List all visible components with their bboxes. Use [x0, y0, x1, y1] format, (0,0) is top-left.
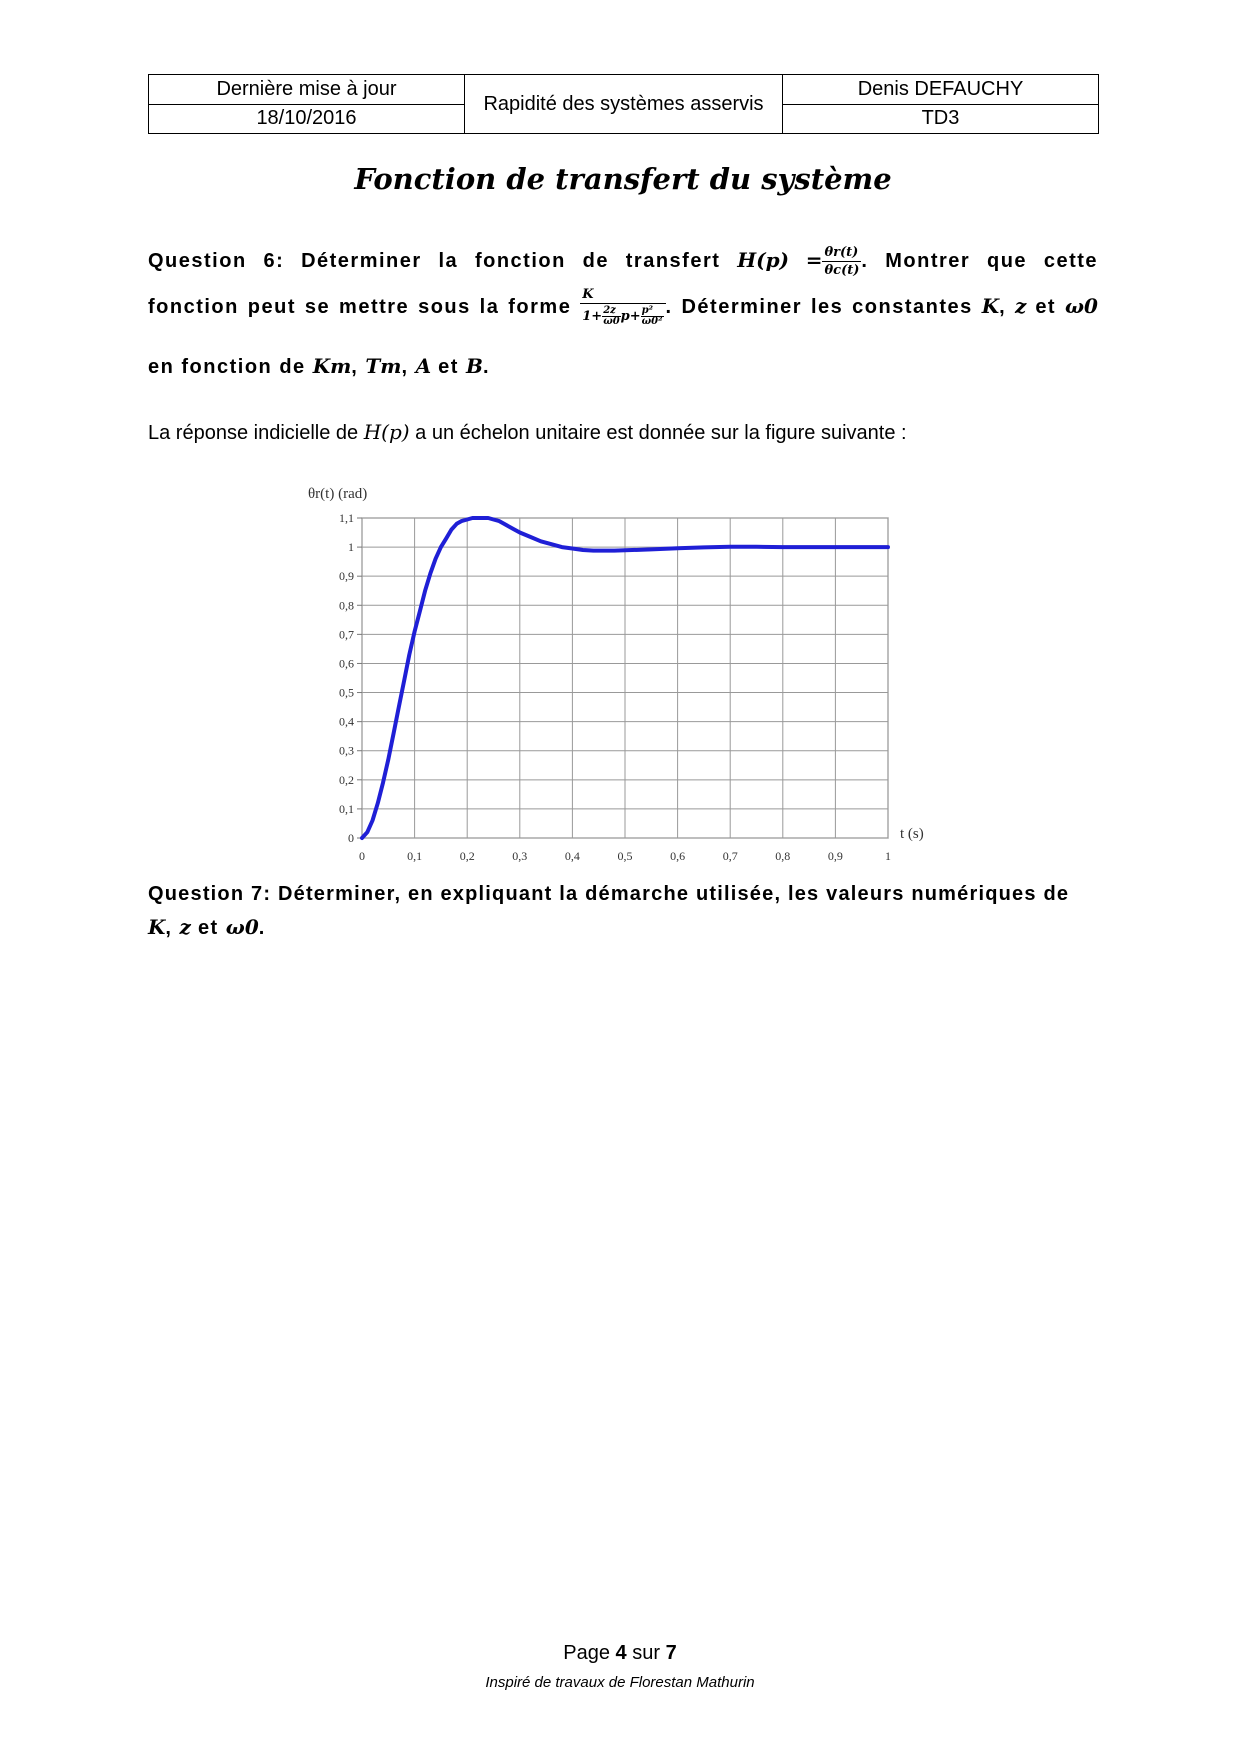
- q6-text-4: . Déterminer les constantes: [665, 295, 973, 318]
- x-axis-label: t (s): [900, 826, 924, 842]
- y-tick-label: 0,3: [339, 743, 354, 758]
- x-tick-label: 0,7: [722, 849, 738, 863]
- q7-et: et: [197, 917, 219, 939]
- y-tick-label: 0,7: [339, 627, 354, 642]
- q6-text-3: fonction peut se mettre sous la forme: [148, 295, 572, 318]
- update-date: 18/10/2016: [149, 104, 465, 134]
- last-update-label: Dernière mise à jour: [149, 75, 465, 105]
- den-p2-frac: [641, 306, 664, 327]
- y-tick-label: 0,1: [339, 801, 354, 816]
- footer-credit: Inspiré de travaux de Florestan Mathurin: [485, 1674, 755, 1691]
- x-tick-label: 0,2: [459, 849, 475, 863]
- ratio-numerator: θr(t): [822, 246, 861, 262]
- den-2z: 2z: [602, 306, 620, 317]
- q7-text-1: Déterminer, en expliquant la démarche utilisée, les valeurs numériques de: [277, 883, 1070, 905]
- para-text-2: a un échelon unitaire est donnée sur la figure suivante :: [415, 422, 907, 444]
- para-h: H(p): [363, 420, 410, 444]
- question-6-line-1: [148, 246, 1098, 277]
- section-title: Fonction de transfert du système: [354, 162, 892, 196]
- page-prefix: Page: [563, 1642, 610, 1664]
- canonical-form-fraction: [580, 288, 665, 327]
- question-6-line-3: en fonction de Km, Tm, A et B.: [148, 354, 490, 378]
- header-table: [148, 74, 1099, 134]
- author-name: Denis DEFAUCHY: [783, 75, 1099, 105]
- q7-w0: ω0: [225, 915, 259, 939]
- chart-ticks: [339, 511, 891, 863]
- step-response-paragraph: [148, 420, 907, 445]
- y-tick-label: 1: [348, 540, 354, 555]
- y-tick-label: 0,4: [339, 714, 354, 729]
- const-k: K: [981, 293, 1000, 318]
- page-sur: sur: [632, 1642, 661, 1664]
- y-axis-label: θr(t) (rad): [308, 486, 368, 502]
- question-7-label: Question 7:: [148, 883, 272, 905]
- x-tick-label: 0,6: [670, 849, 686, 863]
- form-numerator: K: [580, 288, 665, 304]
- x-tick-label: 0,9: [827, 849, 843, 863]
- x-tick-label: 0,1: [407, 849, 423, 863]
- param-tm: Tm: [365, 354, 402, 378]
- transfer-function-h: H(p) =: [737, 247, 823, 272]
- x-tick-label: 0: [359, 849, 365, 863]
- den-2z-frac: [602, 306, 620, 327]
- ratio-fraction: [822, 246, 861, 277]
- q6-text-6: en fonction de: [148, 356, 306, 378]
- question-6-line-2: fonction peut se mettre sous la forme K 1+ $\frac{2z}{\omega 0}$ p+ $\frac{\text{p²}}{\text{ω0²}}$ . Déterminer les constantes K, z et ω0: [148, 287, 1098, 327]
- chart-grid: [357, 518, 888, 838]
- den-p2: p²: [641, 306, 664, 317]
- y-tick-label: 0: [348, 831, 354, 845]
- param-a: A: [415, 354, 432, 378]
- step-response-chart: [300, 480, 940, 870]
- x-tick-label: 0,4: [564, 849, 580, 863]
- y-tick-label: 0,2: [339, 772, 354, 787]
- den-p: p+: [620, 309, 641, 324]
- chart-svg: [300, 480, 940, 870]
- course-title: Rapidité des systèmes asservis: [465, 75, 783, 134]
- para-text-1: La réponse indicielle de: [148, 422, 359, 444]
- question-7-line-2: K, z et ω0.: [148, 915, 266, 939]
- form-denominator: [580, 304, 665, 327]
- den-one: 1+: [582, 309, 603, 324]
- question-6-label: Question 6:: [148, 249, 285, 272]
- x-tick-label: 0,3: [512, 849, 528, 863]
- q6-text-1: Déterminer la fonction de transfert: [301, 249, 721, 272]
- page-current: 4: [615, 1642, 627, 1664]
- td-number: TD3: [783, 104, 1099, 134]
- ratio-denominator: θc(t): [824, 263, 860, 278]
- q7-k: K: [148, 915, 166, 939]
- den-w0: ω0: [603, 316, 620, 327]
- den-w02: ω0²: [641, 316, 663, 327]
- page-total: 7: [665, 1642, 677, 1664]
- const-w0: ω0: [1065, 293, 1098, 318]
- question-7-line-1: [148, 883, 1098, 906]
- param-km: Km: [312, 354, 352, 378]
- y-tick-label: 0,6: [339, 656, 354, 671]
- q6-et-1: et: [1035, 295, 1057, 318]
- y-tick-label: 0,5: [339, 685, 354, 700]
- q7-z: z: [179, 915, 191, 939]
- x-tick-label: 0,8: [775, 849, 791, 863]
- const-z: z: [1015, 293, 1027, 318]
- q6-text-2: . Montrer que cette: [861, 249, 1099, 272]
- y-tick-label: 1,1: [339, 511, 354, 525]
- y-tick-label: 0,9: [339, 569, 354, 584]
- x-tick-label: 1: [885, 849, 891, 863]
- y-tick-label: 0,8: [339, 598, 354, 613]
- q6-et-2: et: [438, 356, 459, 378]
- x-tick-label: 0,5: [617, 849, 633, 863]
- page-number: [0, 1642, 1240, 1665]
- param-b: B: [466, 354, 483, 378]
